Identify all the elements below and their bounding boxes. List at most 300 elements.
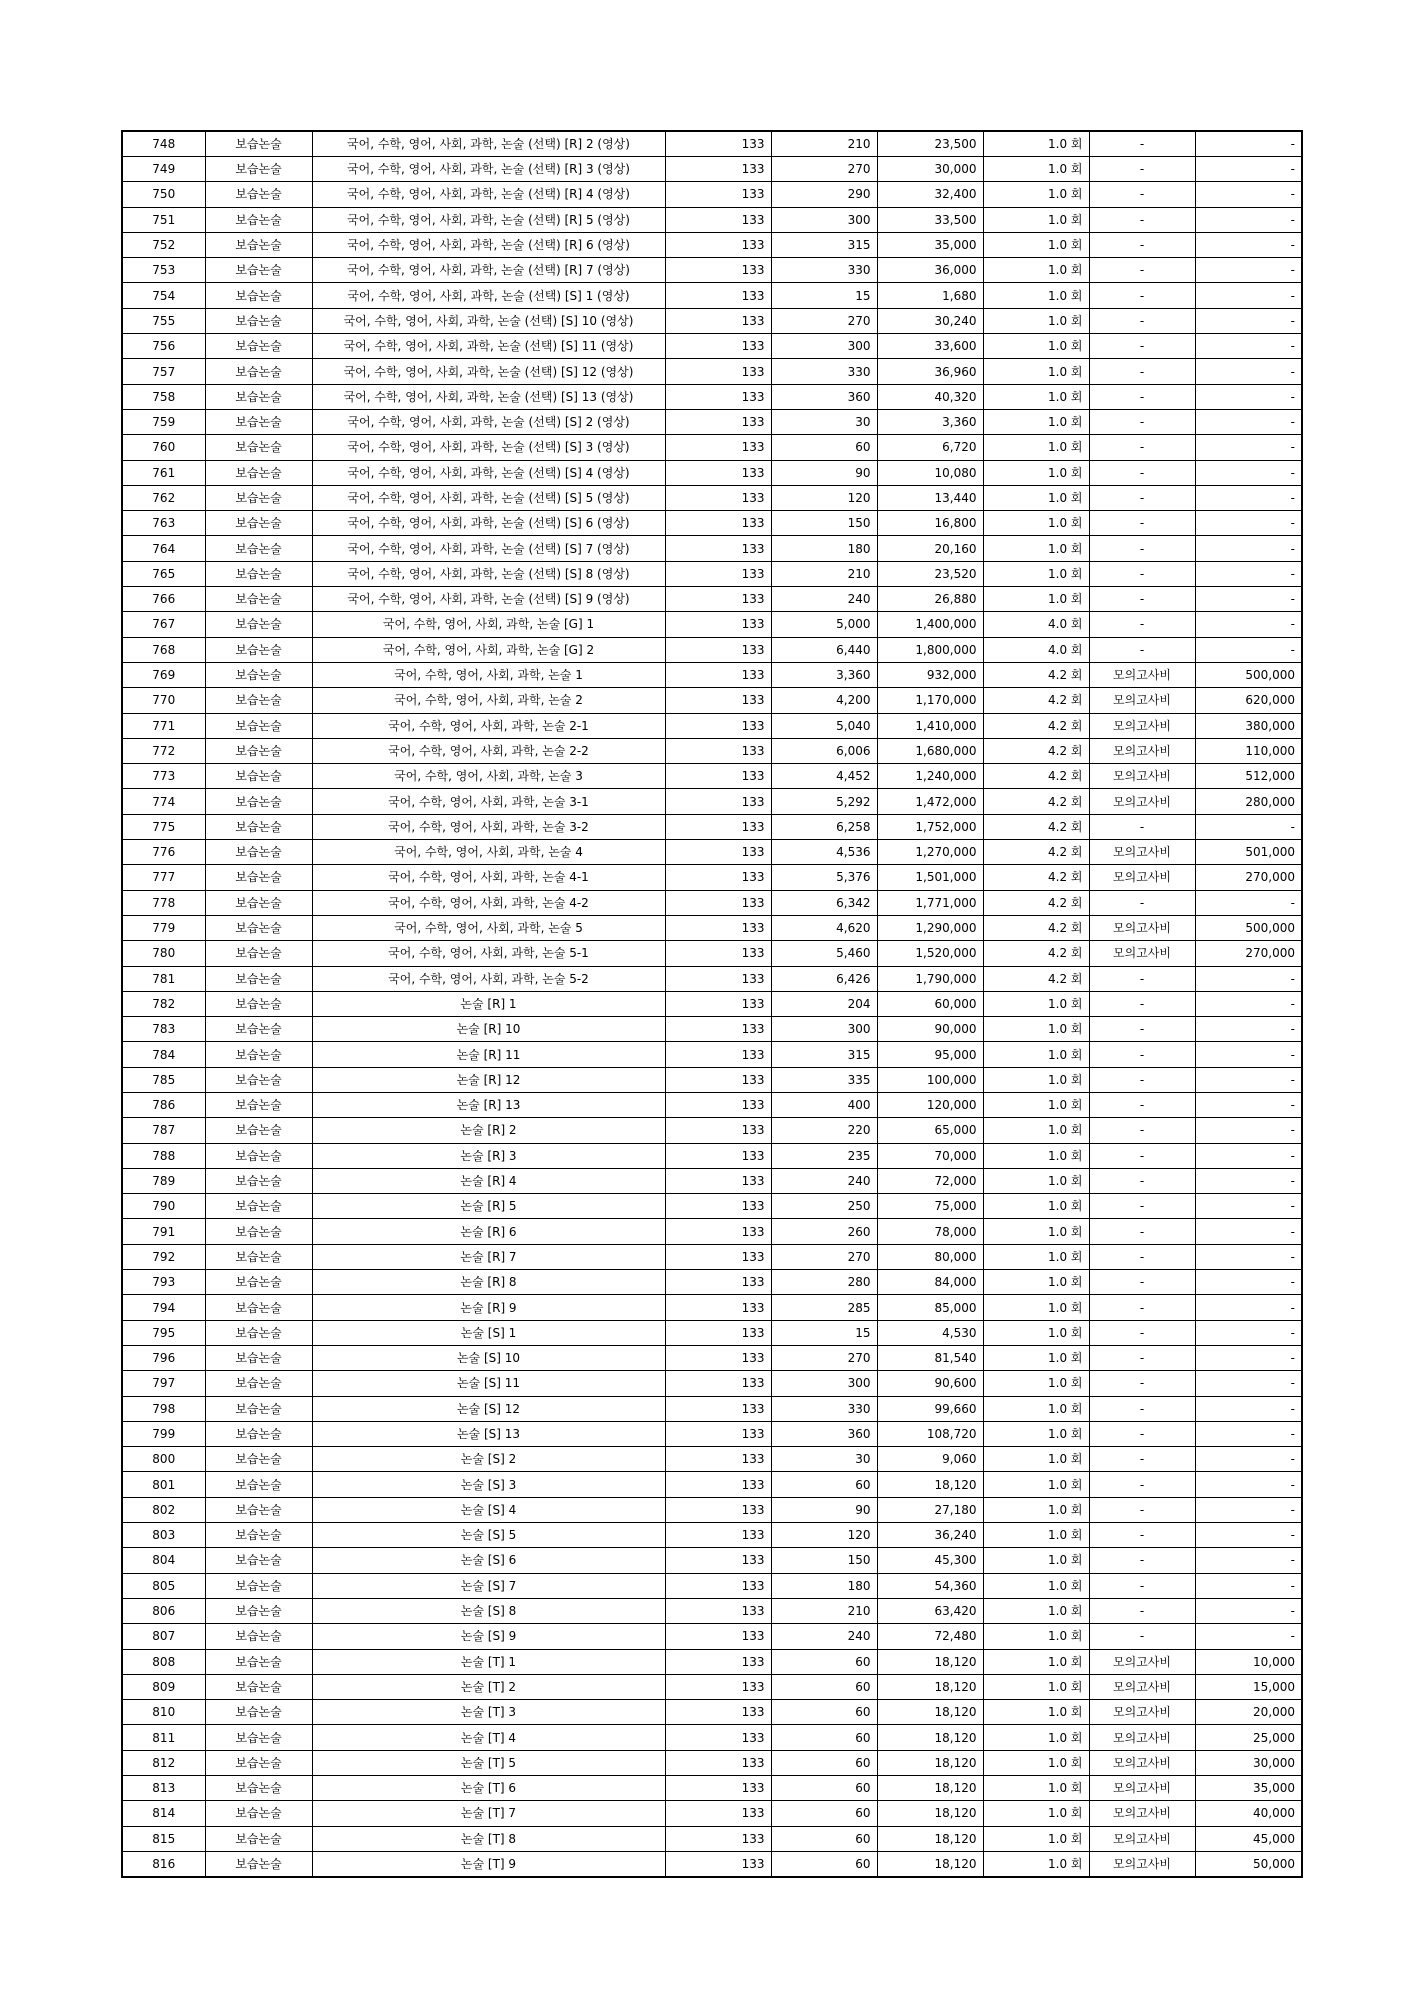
fee-cell: 78,000 (877, 1219, 983, 1244)
fee-cell: 90,000 (877, 1017, 983, 1042)
category-cell: 보습논술 (205, 941, 312, 966)
row-number-cell: 765 (122, 561, 205, 586)
sessions-cell: 1.0 회 (983, 1649, 1089, 1674)
extra-fee-label-cell: 모의고사비 (1089, 764, 1195, 789)
extra-fee-amount-cell: - (1195, 1244, 1302, 1269)
row-number-cell: 803 (122, 1523, 205, 1548)
row-number-cell: 790 (122, 1194, 205, 1219)
code-cell: 133 (665, 283, 771, 308)
code-cell: 133 (665, 1447, 771, 1472)
table-row (122, 1472, 1302, 1497)
hours-cell: 300 (771, 1371, 877, 1396)
extra-fee-label-cell: - (1089, 1042, 1195, 1067)
hours-cell: 240 (771, 587, 877, 612)
extra-fee-amount-cell: - (1195, 814, 1302, 839)
row-number-cell: 788 (122, 1143, 205, 1168)
extra-fee-label-cell: 모의고사비 (1089, 1851, 1195, 1877)
course-name-cell: 논술 [T] 5 (312, 1750, 665, 1775)
hours-cell: 270 (771, 1345, 877, 1370)
code-cell: 133 (665, 1219, 771, 1244)
course-name-cell: 국어, 수학, 영어, 사회, 과학, 논술 (선택) [S] 6 (영상) (312, 511, 665, 536)
category-cell: 보습논술 (205, 511, 312, 536)
course-name-cell: 국어, 수학, 영어, 사회, 과학, 논술 (선택) [S] 13 (영상) (312, 384, 665, 409)
code-cell: 133 (665, 1017, 771, 1042)
extra-fee-amount-cell: - (1195, 1143, 1302, 1168)
course-name-cell: 국어, 수학, 영어, 사회, 과학, 논술 1 (312, 662, 665, 687)
course-name-cell: 논술 [T] 8 (312, 1826, 665, 1851)
extra-fee-label-cell: 모의고사비 (1089, 738, 1195, 763)
row-number-cell: 755 (122, 308, 205, 333)
sessions-cell: 4.2 회 (983, 814, 1089, 839)
category-cell: 보습논술 (205, 182, 312, 207)
course-name-cell: 논술 [R] 10 (312, 1017, 665, 1042)
fee-cell: 36,960 (877, 359, 983, 384)
hours-cell: 330 (771, 1396, 877, 1421)
course-name-cell: 국어, 수학, 영어, 사회, 과학, 논술 (선택) [S] 9 (영상) (312, 587, 665, 612)
extra-fee-label-cell: 모의고사비 (1089, 662, 1195, 687)
hours-cell: 30 (771, 1447, 877, 1472)
extra-fee-amount-cell: 500,000 (1195, 915, 1302, 940)
sessions-cell: 1.0 회 (983, 1851, 1089, 1877)
course-name-cell: 국어, 수학, 영어, 사회, 과학, 논술 (선택) [S] 1 (영상) (312, 283, 665, 308)
row-number-cell: 757 (122, 359, 205, 384)
code-cell: 133 (665, 1143, 771, 1168)
sessions-cell: 4.2 회 (983, 688, 1089, 713)
extra-fee-amount-cell: - (1195, 157, 1302, 182)
extra-fee-amount-cell: 15,000 (1195, 1674, 1302, 1699)
row-number-cell: 771 (122, 713, 205, 738)
fee-cell: 35,000 (877, 232, 983, 257)
category-cell: 보습논술 (205, 1194, 312, 1219)
row-number-cell: 809 (122, 1674, 205, 1699)
code-cell: 133 (665, 1826, 771, 1851)
hours-cell: 6,426 (771, 966, 877, 991)
row-number-cell: 804 (122, 1548, 205, 1573)
code-cell: 133 (665, 865, 771, 890)
extra-fee-label-cell: - (1089, 1194, 1195, 1219)
sessions-cell: 1.0 회 (983, 1042, 1089, 1067)
fee-cell: 72,000 (877, 1168, 983, 1193)
category-cell: 보습논술 (205, 637, 312, 662)
fee-cell: 1,800,000 (877, 637, 983, 662)
extra-fee-label-cell: - (1089, 460, 1195, 485)
table-row (122, 1674, 1302, 1699)
sessions-cell: 1.0 회 (983, 536, 1089, 561)
extra-fee-amount-cell: 50,000 (1195, 1851, 1302, 1877)
fee-cell: 90,600 (877, 1371, 983, 1396)
table-row (122, 1194, 1302, 1219)
fee-cell: 65,000 (877, 1118, 983, 1143)
code-cell: 133 (665, 308, 771, 333)
course-name-cell: 논술 [S] 10 (312, 1345, 665, 1370)
sessions-cell: 1.0 회 (983, 334, 1089, 359)
row-number-cell: 770 (122, 688, 205, 713)
row-number-cell: 761 (122, 460, 205, 485)
extra-fee-amount-cell: - (1195, 384, 1302, 409)
table-row (122, 1700, 1302, 1725)
category-cell: 보습논술 (205, 1017, 312, 1042)
code-cell: 133 (665, 1497, 771, 1522)
extra-fee-label-cell: - (1089, 283, 1195, 308)
sessions-cell: 1.0 회 (983, 1776, 1089, 1801)
category-cell: 보습논술 (205, 131, 312, 157)
category-cell: 보습논술 (205, 966, 312, 991)
table-row (122, 1725, 1302, 1750)
fee-cell: 18,120 (877, 1750, 983, 1775)
extra-fee-amount-cell: - (1195, 232, 1302, 257)
category-cell: 보습논술 (205, 283, 312, 308)
code-cell: 133 (665, 131, 771, 157)
course-name-cell: 논술 [S] 1 (312, 1320, 665, 1345)
sessions-cell: 1.0 회 (983, 1826, 1089, 1851)
code-cell: 133 (665, 384, 771, 409)
code-cell: 133 (665, 1042, 771, 1067)
table-row (122, 1649, 1302, 1674)
row-number-cell: 778 (122, 890, 205, 915)
table-row (122, 1320, 1302, 1345)
row-number-cell: 760 (122, 435, 205, 460)
hours-cell: 4,620 (771, 915, 877, 940)
extra-fee-amount-cell: - (1195, 1219, 1302, 1244)
sessions-cell: 1.0 회 (983, 1674, 1089, 1699)
course-name-cell: 논술 [T] 7 (312, 1801, 665, 1826)
course-name-cell: 국어, 수학, 영어, 사회, 과학, 논술 (선택) [R] 6 (영상) (312, 232, 665, 257)
extra-fee-label-cell: 모의고사비 (1089, 941, 1195, 966)
extra-fee-amount-cell: - (1195, 1345, 1302, 1370)
hours-cell: 60 (771, 1649, 877, 1674)
code-cell: 133 (665, 738, 771, 763)
extra-fee-amount-cell: - (1195, 1270, 1302, 1295)
category-cell: 보습논술 (205, 1042, 312, 1067)
hours-cell: 335 (771, 1067, 877, 1092)
extra-fee-amount-cell: - (1195, 435, 1302, 460)
code-cell: 133 (665, 637, 771, 662)
course-name-cell: 논술 [R] 9 (312, 1295, 665, 1320)
course-name-cell: 논술 [S] 6 (312, 1548, 665, 1573)
code-cell: 133 (665, 764, 771, 789)
hours-cell: 240 (771, 1168, 877, 1193)
fee-cell: 33,500 (877, 207, 983, 232)
extra-fee-label-cell: 모의고사비 (1089, 713, 1195, 738)
row-number-cell: 814 (122, 1801, 205, 1826)
course-name-cell: 논술 [S] 3 (312, 1472, 665, 1497)
extra-fee-amount-cell: - (1195, 536, 1302, 561)
fee-cell: 23,500 (877, 131, 983, 157)
sessions-cell: 1.0 회 (983, 1396, 1089, 1421)
fee-cell: 13,440 (877, 485, 983, 510)
hours-cell: 30 (771, 409, 877, 434)
sessions-cell: 1.0 회 (983, 1244, 1089, 1269)
extra-fee-label-cell: - (1089, 890, 1195, 915)
hours-cell: 150 (771, 511, 877, 536)
course-name-cell: 논술 [R] 12 (312, 1067, 665, 1092)
row-number-cell: 775 (122, 814, 205, 839)
code-cell: 133 (665, 1598, 771, 1623)
category-cell: 보습논술 (205, 1168, 312, 1193)
code-cell: 133 (665, 941, 771, 966)
category-cell: 보습논술 (205, 1649, 312, 1674)
course-name-cell: 국어, 수학, 영어, 사회, 과학, 논술 5 (312, 915, 665, 940)
hours-cell: 60 (771, 1851, 877, 1877)
category-cell: 보습논술 (205, 1371, 312, 1396)
extra-fee-amount-cell: 45,000 (1195, 1826, 1302, 1851)
sessions-cell: 4.2 회 (983, 890, 1089, 915)
table-row (122, 1371, 1302, 1396)
extra-fee-amount-cell: - (1195, 283, 1302, 308)
course-name-cell: 국어, 수학, 영어, 사회, 과학, 논술 (선택) [S] 2 (영상) (312, 409, 665, 434)
fee-cell: 100,000 (877, 1067, 983, 1092)
table-row (122, 1750, 1302, 1775)
fee-cell: 4,530 (877, 1320, 983, 1345)
extra-fee-label-cell: 모의고사비 (1089, 688, 1195, 713)
category-cell: 보습논술 (205, 1700, 312, 1725)
row-number-cell: 752 (122, 232, 205, 257)
extra-fee-label-cell: - (1089, 1396, 1195, 1421)
course-name-cell: 국어, 수학, 영어, 사회, 과학, 논술 (선택) [R] 2 (영상) (312, 131, 665, 157)
table-row (122, 1092, 1302, 1117)
sessions-cell: 1.0 회 (983, 1624, 1089, 1649)
extra-fee-amount-cell: - (1195, 890, 1302, 915)
extra-fee-label-cell: - (1089, 1523, 1195, 1548)
extra-fee-amount-cell: 280,000 (1195, 789, 1302, 814)
course-name-cell: 국어, 수학, 영어, 사회, 과학, 논술 (선택) [R] 4 (영상) (312, 182, 665, 207)
table-row (122, 991, 1302, 1016)
sessions-cell: 1.0 회 (983, 1320, 1089, 1345)
course-name-cell: 논술 [S] 11 (312, 1371, 665, 1396)
table-row (122, 435, 1302, 460)
extra-fee-label-cell: 모의고사비 (1089, 1649, 1195, 1674)
fee-cell: 27,180 (877, 1497, 983, 1522)
hours-cell: 60 (771, 1776, 877, 1801)
extra-fee-amount-cell: - (1195, 1168, 1302, 1193)
table-row (122, 1219, 1302, 1244)
sessions-cell: 1.0 회 (983, 1573, 1089, 1598)
sessions-cell: 4.2 회 (983, 840, 1089, 865)
extra-fee-label-cell: - (1089, 359, 1195, 384)
code-cell: 133 (665, 1548, 771, 1573)
extra-fee-amount-cell: - (1195, 1447, 1302, 1472)
hours-cell: 360 (771, 1421, 877, 1446)
sessions-cell: 1.0 회 (983, 1295, 1089, 1320)
table-row (122, 1421, 1302, 1446)
hours-cell: 180 (771, 536, 877, 561)
hours-cell: 210 (771, 1598, 877, 1623)
hours-cell: 60 (771, 1472, 877, 1497)
code-cell: 133 (665, 182, 771, 207)
category-cell: 보습논술 (205, 1092, 312, 1117)
row-number-cell: 762 (122, 485, 205, 510)
extra-fee-amount-cell: - (1195, 1573, 1302, 1598)
hours-cell: 285 (771, 1295, 877, 1320)
table-row (122, 1168, 1302, 1193)
hours-cell: 15 (771, 283, 877, 308)
extra-fee-label-cell: 모의고사비 (1089, 1801, 1195, 1826)
course-name-cell: 국어, 수학, 영어, 사회, 과학, 논술 (선택) [R] 5 (영상) (312, 207, 665, 232)
hours-cell: 270 (771, 1244, 877, 1269)
hours-cell: 60 (771, 435, 877, 460)
category-cell: 보습논술 (205, 1447, 312, 1472)
course-name-cell: 국어, 수학, 영어, 사회, 과학, 논술 4 (312, 840, 665, 865)
category-cell: 보습논술 (205, 688, 312, 713)
code-cell: 133 (665, 915, 771, 940)
extra-fee-amount-cell: - (1195, 511, 1302, 536)
extra-fee-amount-cell: - (1195, 1472, 1302, 1497)
extra-fee-amount-cell: 110,000 (1195, 738, 1302, 763)
extra-fee-label-cell: - (1089, 131, 1195, 157)
fee-cell: 40,320 (877, 384, 983, 409)
code-cell: 133 (665, 1244, 771, 1269)
fee-cell: 99,660 (877, 1396, 983, 1421)
hours-cell: 4,536 (771, 840, 877, 865)
hours-cell: 5,292 (771, 789, 877, 814)
sessions-cell: 4.2 회 (983, 915, 1089, 940)
extra-fee-label-cell: - (1089, 1295, 1195, 1320)
fee-cell: 54,360 (877, 1573, 983, 1598)
course-name-cell: 논술 [R] 2 (312, 1118, 665, 1143)
extra-fee-amount-cell: - (1195, 485, 1302, 510)
fee-cell: 30,000 (877, 157, 983, 182)
extra-fee-amount-cell: 10,000 (1195, 1649, 1302, 1674)
course-name-cell: 국어, 수학, 영어, 사회, 과학, 논술 3-1 (312, 789, 665, 814)
hours-cell: 6,440 (771, 637, 877, 662)
course-name-cell: 국어, 수학, 영어, 사회, 과학, 논술 [G] 2 (312, 637, 665, 662)
code-cell: 133 (665, 662, 771, 687)
category-cell: 보습논술 (205, 1219, 312, 1244)
extra-fee-amount-cell: - (1195, 1042, 1302, 1067)
extra-fee-amount-cell: - (1195, 1320, 1302, 1345)
fee-cell: 63,420 (877, 1598, 983, 1623)
sessions-cell: 4.2 회 (983, 662, 1089, 687)
category-cell: 보습논술 (205, 713, 312, 738)
fee-cell: 18,120 (877, 1674, 983, 1699)
course-name-cell: 논술 [S] 5 (312, 1523, 665, 1548)
table-row (122, 359, 1302, 384)
extra-fee-label-cell: - (1089, 1219, 1195, 1244)
code-cell: 133 (665, 435, 771, 460)
table-row (122, 1118, 1302, 1143)
sessions-cell: 1.0 회 (983, 1421, 1089, 1446)
extra-fee-label-cell: - (1089, 1497, 1195, 1522)
hours-cell: 330 (771, 258, 877, 283)
hours-cell: 300 (771, 1017, 877, 1042)
course-name-cell: 국어, 수학, 영어, 사회, 과학, 논술 2-2 (312, 738, 665, 763)
fee-cell: 95,000 (877, 1042, 983, 1067)
sessions-cell: 4.2 회 (983, 789, 1089, 814)
table-row (122, 612, 1302, 637)
category-cell: 보습논술 (205, 1143, 312, 1168)
extra-fee-amount-cell: - (1195, 1067, 1302, 1092)
row-number-cell: 758 (122, 384, 205, 409)
sessions-cell: 1.0 회 (983, 1168, 1089, 1193)
table-row (122, 587, 1302, 612)
course-name-cell: 국어, 수학, 영어, 사회, 과학, 논술 3-2 (312, 814, 665, 839)
row-number-cell: 805 (122, 1573, 205, 1598)
extra-fee-amount-cell: - (1195, 359, 1302, 384)
extra-fee-label-cell: - (1089, 207, 1195, 232)
extra-fee-label-cell: - (1089, 991, 1195, 1016)
extra-fee-amount-cell: - (1195, 1092, 1302, 1117)
course-name-cell: 논술 [S] 12 (312, 1396, 665, 1421)
course-name-cell: 논술 [T] 2 (312, 1674, 665, 1699)
course-name-cell: 국어, 수학, 영어, 사회, 과학, 논술 (선택) [S] 4 (영상) (312, 460, 665, 485)
row-number-cell: 767 (122, 612, 205, 637)
extra-fee-amount-cell: 270,000 (1195, 865, 1302, 890)
category-cell: 보습논술 (205, 1851, 312, 1877)
extra-fee-label-cell: - (1089, 258, 1195, 283)
table-row (122, 1270, 1302, 1295)
sessions-cell: 1.0 회 (983, 1447, 1089, 1472)
extra-fee-amount-cell: - (1195, 207, 1302, 232)
category-cell: 보습논술 (205, 1523, 312, 1548)
row-number-cell: 782 (122, 991, 205, 1016)
extra-fee-label-cell: - (1089, 966, 1195, 991)
extra-fee-label-cell: - (1089, 435, 1195, 460)
table-row (122, 232, 1302, 257)
table-row (122, 460, 1302, 485)
sessions-cell: 4.0 회 (983, 637, 1089, 662)
row-number-cell: 773 (122, 764, 205, 789)
course-name-cell: 국어, 수학, 영어, 사회, 과학, 논술 3 (312, 764, 665, 789)
sessions-cell: 1.0 회 (983, 1523, 1089, 1548)
hours-cell: 60 (771, 1750, 877, 1775)
sessions-cell: 1.0 회 (983, 1598, 1089, 1623)
course-name-cell: 논술 [R] 13 (312, 1092, 665, 1117)
table-row (122, 1345, 1302, 1370)
extra-fee-amount-cell: 380,000 (1195, 713, 1302, 738)
fee-cell: 18,120 (877, 1851, 983, 1877)
code-cell: 133 (665, 1270, 771, 1295)
extra-fee-label-cell: - (1089, 637, 1195, 662)
course-name-cell: 국어, 수학, 영어, 사회, 과학, 논술 (선택) [S] 11 (영상) (312, 334, 665, 359)
sessions-cell: 1.0 회 (983, 1118, 1089, 1143)
extra-fee-amount-cell: - (1195, 1624, 1302, 1649)
sessions-cell: 1.0 회 (983, 1700, 1089, 1725)
code-cell: 133 (665, 789, 771, 814)
extra-fee-label-cell: - (1089, 485, 1195, 510)
hours-cell: 210 (771, 561, 877, 586)
fee-cell: 1,290,000 (877, 915, 983, 940)
category-cell: 보습논술 (205, 1548, 312, 1573)
fee-cell: 18,120 (877, 1776, 983, 1801)
extra-fee-amount-cell: - (1195, 409, 1302, 434)
sessions-cell: 1.0 회 (983, 283, 1089, 308)
row-number-cell: 794 (122, 1295, 205, 1320)
fee-cell: 1,520,000 (877, 941, 983, 966)
code-cell: 133 (665, 232, 771, 257)
table-row (122, 1244, 1302, 1269)
extra-fee-label-cell: - (1089, 1067, 1195, 1092)
row-number-cell: 750 (122, 182, 205, 207)
category-cell: 보습논술 (205, 1801, 312, 1826)
code-cell: 133 (665, 1295, 771, 1320)
table-row (122, 1573, 1302, 1598)
extra-fee-label-cell: 모의고사비 (1089, 915, 1195, 940)
sessions-cell: 4.2 회 (983, 764, 1089, 789)
category-cell: 보습논술 (205, 1573, 312, 1598)
row-number-cell: 759 (122, 409, 205, 434)
sessions-cell: 1.0 회 (983, 1472, 1089, 1497)
category-cell: 보습논술 (205, 991, 312, 1016)
row-number-cell: 791 (122, 1219, 205, 1244)
code-cell: 133 (665, 1092, 771, 1117)
code-cell: 133 (665, 1776, 771, 1801)
table-row (122, 1598, 1302, 1623)
extra-fee-label-cell: - (1089, 1447, 1195, 1472)
extra-fee-amount-cell: - (1195, 1548, 1302, 1573)
sessions-cell: 1.0 회 (983, 1017, 1089, 1042)
fee-cell: 72,480 (877, 1624, 983, 1649)
course-name-cell: 논술 [T] 3 (312, 1700, 665, 1725)
